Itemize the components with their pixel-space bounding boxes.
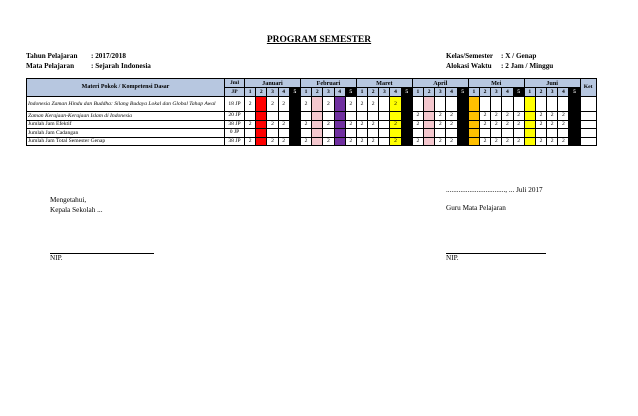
header-month: Juni xyxy=(524,79,580,88)
header-week: 2 xyxy=(312,88,323,97)
week-cell: 2 xyxy=(323,137,334,146)
meta-row-mapel xyxy=(26,62,151,72)
week-cell xyxy=(435,97,446,112)
header-week: 5 xyxy=(401,88,412,97)
header-week: 5 xyxy=(457,88,468,97)
week-cell: 2 xyxy=(446,120,457,129)
table-row xyxy=(27,129,597,138)
week-cell xyxy=(558,129,569,138)
header-week: 3 xyxy=(379,88,390,97)
week-cell xyxy=(401,137,412,146)
week-cell xyxy=(356,129,367,138)
row-materi: Jumlah Jam Cadangan xyxy=(27,129,225,138)
header-week: 5 xyxy=(289,88,300,97)
header-week: 3 xyxy=(323,88,334,97)
row-ket xyxy=(580,137,596,146)
signature-date: ................................., ... Juli 2017 xyxy=(446,186,543,194)
header-week: 3 xyxy=(491,88,502,97)
week-cell xyxy=(312,120,323,129)
signature-line-right xyxy=(446,253,546,254)
week-cell: 2 xyxy=(368,137,379,146)
week-cell: 2 xyxy=(356,120,367,129)
week-cell xyxy=(401,97,412,112)
week-cell xyxy=(412,97,423,112)
week-cell: 2 xyxy=(513,137,524,146)
week-cell xyxy=(245,129,256,138)
header-month: Januari xyxy=(245,79,301,88)
week-cell: 2 xyxy=(535,120,546,129)
header-week: 4 xyxy=(390,88,401,97)
week-cell: 2 xyxy=(390,137,401,146)
week-cell: 2 xyxy=(267,120,278,129)
week-cell xyxy=(412,129,423,138)
week-cell xyxy=(289,97,300,112)
meta-right xyxy=(446,52,553,71)
header-week: 1 xyxy=(412,88,423,97)
week-cell: 2 xyxy=(345,97,356,112)
week-cell xyxy=(457,112,468,121)
week-cell xyxy=(401,112,412,121)
header-jp: JP xyxy=(225,88,245,97)
week-cell xyxy=(468,112,479,121)
meta-row-tahun xyxy=(26,52,151,62)
week-cell xyxy=(468,120,479,129)
meta-value: : X / Genap xyxy=(501,52,537,60)
week-cell xyxy=(424,112,435,121)
nip-left: NIP. xyxy=(50,254,63,262)
header-week: 4 xyxy=(558,88,569,97)
week-cell: 2 xyxy=(245,120,256,129)
week-cell xyxy=(379,97,390,112)
week-cell xyxy=(390,112,401,121)
week-cell xyxy=(256,137,267,146)
week-cell xyxy=(569,97,580,112)
row-jp: 20 JP xyxy=(225,112,245,121)
week-cell xyxy=(323,112,334,121)
week-cell: 2 xyxy=(323,97,334,112)
week-cell xyxy=(278,129,289,138)
week-cell xyxy=(368,112,379,121)
signature-left xyxy=(50,196,103,215)
week-cell: 2 xyxy=(323,120,334,129)
week-cell: 2 xyxy=(345,137,356,146)
week-cell: 2 xyxy=(390,120,401,129)
row-ket xyxy=(580,120,596,129)
week-cell xyxy=(401,120,412,129)
header-month: Februari xyxy=(300,79,356,88)
week-cell xyxy=(424,137,435,146)
week-cell xyxy=(334,129,345,138)
week-cell xyxy=(267,112,278,121)
week-cell: 2 xyxy=(278,120,289,129)
week-cell xyxy=(535,97,546,112)
week-cell xyxy=(569,129,580,138)
week-cell: 2 xyxy=(479,112,490,121)
header-week: 1 xyxy=(245,88,256,97)
week-cell xyxy=(256,120,267,129)
meta-value: : 2 Jam / Minggu xyxy=(501,61,554,70)
week-cell xyxy=(312,97,323,112)
header-week: 4 xyxy=(278,88,289,97)
signature-right-title: Guru Mata Pelajaran xyxy=(446,204,506,212)
week-cell: 2 xyxy=(535,112,546,121)
week-cell xyxy=(345,112,356,121)
week-cell: 2 xyxy=(535,137,546,146)
week-cell xyxy=(401,129,412,138)
week-cell: 2 xyxy=(368,120,379,129)
week-cell: 2 xyxy=(356,137,367,146)
week-cell xyxy=(513,97,524,112)
week-cell xyxy=(345,129,356,138)
week-cell: 2 xyxy=(300,120,311,129)
week-cell xyxy=(289,112,300,121)
week-cell xyxy=(468,137,479,146)
table-row xyxy=(27,137,597,146)
week-cell xyxy=(569,112,580,121)
header-week: 4 xyxy=(502,88,513,97)
week-cell xyxy=(558,97,569,112)
week-cell xyxy=(479,97,490,112)
week-cell xyxy=(289,137,300,146)
week-cell xyxy=(390,129,401,138)
header-week: 5 xyxy=(569,88,580,97)
meta-key: Tahun Pelajaran xyxy=(26,52,78,60)
week-cell xyxy=(334,137,345,146)
week-cell xyxy=(267,129,278,138)
meta-key: Mata Pelajaran xyxy=(26,61,75,70)
week-cell: 2 xyxy=(491,137,502,146)
row-jp: 18 JP xyxy=(225,97,245,112)
header-month: Maret xyxy=(356,79,412,88)
week-cell xyxy=(502,129,513,138)
week-cell: 2 xyxy=(368,97,379,112)
header-week: 2 xyxy=(256,88,267,97)
header-week: 5 xyxy=(345,88,356,97)
week-cell xyxy=(379,112,390,121)
week-cell xyxy=(457,129,468,138)
week-cell xyxy=(524,112,535,121)
week-cell xyxy=(356,112,367,121)
week-cell: 2 xyxy=(513,120,524,129)
header-week: 2 xyxy=(424,88,435,97)
header-week: 4 xyxy=(446,88,457,97)
header-week: 3 xyxy=(435,88,446,97)
week-cell xyxy=(524,129,535,138)
week-cell xyxy=(524,120,535,129)
header-week: 2 xyxy=(535,88,546,97)
row-ket xyxy=(580,112,596,121)
week-cell: 2 xyxy=(446,137,457,146)
header-month: Mei xyxy=(468,79,524,88)
week-cell xyxy=(379,137,390,146)
week-cell: 2 xyxy=(356,97,367,112)
week-cell: 2 xyxy=(278,137,289,146)
week-cell: 2 xyxy=(267,137,278,146)
week-cell: 2 xyxy=(558,137,569,146)
header-week: 4 xyxy=(334,88,345,97)
week-cell: 2 xyxy=(345,120,356,129)
row-materi: Indonesia Zaman Hindu dan Buddha: Silang Budaya Lokal dan Global Tahap Awal xyxy=(27,97,225,112)
week-cell: 2 xyxy=(491,112,502,121)
week-cell xyxy=(491,129,502,138)
week-cell xyxy=(547,97,558,112)
table-row xyxy=(27,97,597,112)
week-cell xyxy=(524,97,535,112)
page-title: PROGRAM SEMESTER xyxy=(266,35,372,45)
week-cell xyxy=(569,137,580,146)
week-cell xyxy=(245,112,256,121)
week-cell xyxy=(424,120,435,129)
row-materi: Jumlah Jam Total Semester Genap xyxy=(27,137,225,146)
week-cell xyxy=(424,97,435,112)
nip-right: NIP. xyxy=(446,254,459,262)
meta-value: : 2017/2018 xyxy=(91,52,126,60)
week-cell xyxy=(435,129,446,138)
week-cell xyxy=(457,120,468,129)
week-cell xyxy=(535,129,546,138)
week-cell: 2 xyxy=(502,120,513,129)
week-cell xyxy=(256,129,267,138)
signature-line-left xyxy=(50,253,154,254)
week-cell xyxy=(513,129,524,138)
row-materi: Jumlah Jam Efektif xyxy=(27,120,225,129)
header-week: 1 xyxy=(356,88,367,97)
header-week: 5 xyxy=(513,88,524,97)
week-cell xyxy=(334,97,345,112)
week-cell xyxy=(312,137,323,146)
week-cell xyxy=(256,112,267,121)
week-cell xyxy=(289,129,300,138)
row-ket xyxy=(580,129,596,138)
row-jp: 0 JP xyxy=(225,129,245,138)
week-cell: 2 xyxy=(435,137,446,146)
week-cell xyxy=(446,129,457,138)
week-cell: 2 xyxy=(479,137,490,146)
week-cell xyxy=(479,129,490,138)
meta-key: Kelas/Semester xyxy=(446,52,494,60)
week-cell xyxy=(334,120,345,129)
week-cell xyxy=(446,97,457,112)
signature-left-line2: Kepala Sekolah ... xyxy=(50,205,103,214)
header-materi: Materi Pokok / Kompetensi Dasar xyxy=(27,79,225,97)
week-cell: 2 xyxy=(300,97,311,112)
header-row-months xyxy=(27,79,597,88)
week-cell: 2 xyxy=(491,120,502,129)
header-week: 2 xyxy=(479,88,490,97)
header-ket: Ket xyxy=(580,79,596,97)
week-cell: 2 xyxy=(300,137,311,146)
week-cell xyxy=(491,97,502,112)
week-cell xyxy=(379,129,390,138)
week-cell xyxy=(379,120,390,129)
header-jml: Jml xyxy=(225,79,245,88)
week-cell: 2 xyxy=(278,97,289,112)
week-cell: 2 xyxy=(267,97,278,112)
week-cell: 2 xyxy=(547,120,558,129)
week-cell: 2 xyxy=(435,112,446,121)
table-body xyxy=(27,97,597,146)
week-cell xyxy=(256,97,267,112)
week-cell xyxy=(569,120,580,129)
week-cell: 2 xyxy=(245,137,256,146)
week-cell xyxy=(502,97,513,112)
week-cell xyxy=(289,120,300,129)
week-cell: 2 xyxy=(412,112,423,121)
meta-row-kelas xyxy=(446,52,553,62)
table-row xyxy=(27,112,597,121)
week-cell: 2 xyxy=(547,137,558,146)
header-week: 1 xyxy=(468,88,479,97)
week-cell xyxy=(424,129,435,138)
row-ket xyxy=(580,97,596,112)
row-jp: 38 JP xyxy=(225,137,245,146)
table-row xyxy=(27,120,597,129)
row-materi: Zaman Kerajaan-Kerajaan Islam di Indonesia xyxy=(27,112,225,121)
header-week: 3 xyxy=(267,88,278,97)
week-cell xyxy=(368,129,379,138)
week-cell: 2 xyxy=(435,120,446,129)
header-week: 1 xyxy=(524,88,535,97)
week-cell: 2 xyxy=(446,112,457,121)
week-cell xyxy=(278,112,289,121)
week-cell xyxy=(334,112,345,121)
signature-left-line1: Mengetahui, xyxy=(50,196,87,204)
meta-key: Alokasi Waktu xyxy=(446,61,492,70)
week-cell xyxy=(312,112,323,121)
meta-left xyxy=(26,52,151,71)
week-cell: 2 xyxy=(412,137,423,146)
header-month: April xyxy=(412,79,468,88)
week-cell: 2 xyxy=(502,112,513,121)
week-cell: 2 xyxy=(547,112,558,121)
row-jp: 38 JP xyxy=(225,120,245,129)
week-cell: 2 xyxy=(558,120,569,129)
week-cell xyxy=(300,112,311,121)
week-cell xyxy=(547,129,558,138)
week-cell: 2 xyxy=(412,120,423,129)
week-cell: 2 xyxy=(513,112,524,121)
meta-row-alokasi xyxy=(446,62,553,72)
week-cell xyxy=(468,97,479,112)
week-cell xyxy=(468,129,479,138)
week-cell xyxy=(323,129,334,138)
header-week: 3 xyxy=(547,88,558,97)
week-cell xyxy=(457,97,468,112)
week-cell xyxy=(524,137,535,146)
header-week: 1 xyxy=(300,88,311,97)
week-cell: 2 xyxy=(390,97,401,112)
week-cell xyxy=(457,137,468,146)
semester-table xyxy=(26,78,597,146)
week-cell: 2 xyxy=(245,97,256,112)
meta-value: : Sejarah Indonesia xyxy=(91,61,151,70)
week-cell: 2 xyxy=(479,120,490,129)
week-cell: 2 xyxy=(558,112,569,121)
header-week: 2 xyxy=(368,88,379,97)
week-cell xyxy=(300,129,311,138)
week-cell xyxy=(312,129,323,138)
week-cell: 2 xyxy=(502,137,513,146)
